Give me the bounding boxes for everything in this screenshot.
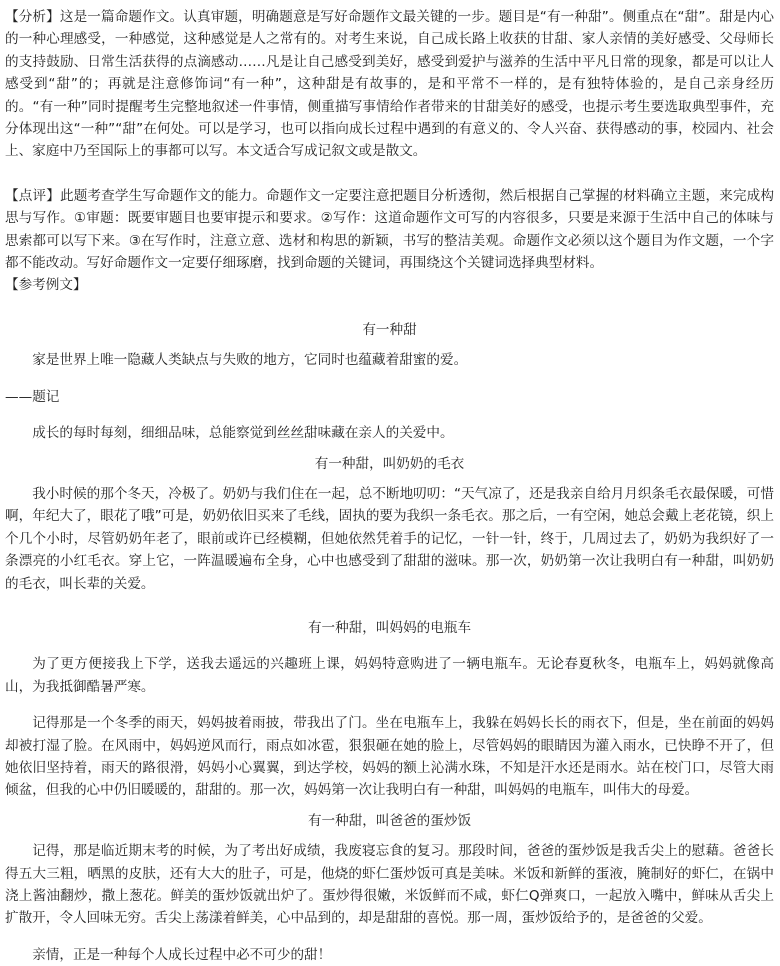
- essay-conclusion: 亲情，正是一种每个人成长过程中必不可少的甜！: [32, 946, 332, 963]
- comment-label: 【点评】: [5, 187, 60, 204]
- reference-label: 【参考例文】: [5, 277, 87, 294]
- analysis-paragraph: [5, 6, 774, 163]
- analysis-label: 【分析】: [5, 9, 60, 25]
- section-heading: 有一种甜，叫妈妈的电瓶车: [307, 619, 472, 636]
- essay-intro: 成长的每时每刻，细细品味，总能察觉到丝丝甜味藏在亲人的关爱中。: [32, 425, 454, 442]
- comment-paragraph: [5, 185, 774, 275]
- essay-title: 有一种甜: [362, 321, 417, 338]
- section-paragraph: 记得，那是临近期末考的时候，为了考出好成绩，我废寝忘食的复习。那段时间，爸爸的蛋炒饭是我舌尖上的慰藉。爸爸长得五大三粗，晒黑的皮肤，还有大大的肚子，可是，他烧的虾仁蛋炒饭可真是美味。米饭和新鲜的蛋液，腌制好的虾仁，在锅中浇上酱油翻炒，撒上葱花。鲜美的蛋炒饭就出炉了。蛋炒得很嫩，米饭鲜而不咸，虾仁Q弹爽口，一起放入嘴中，鲜味从舌尖上扩散开，令人回味无穷。舌尖上荡漾着鲜美，心中品到的，却是甜甜的喜悦。那一周，蛋炒饭给予的，是爸爸的父爱。: [5, 843, 774, 927]
- comment-text: 此题考查学生写命题作文的能力。命题作文一定要注意把题目分析透彻，然后根据自己掌握的材料确立主题，来完成构思与写作。①审题：既要审题目也要审提示和要求。②写作：这道命题作文可写的内容很多，只要是来源于生活中自己的体味与思索都可以写下来。③在写作时，注意立意、选材和构思的新颖，书写的整洁美观。命题作文必须以这个题目为作文题，一个字都不能改动。写好命题作文一定要仔细琢磨，找到命题的关键词，再围绕这个关键词选择典型材料。: [5, 187, 775, 272]
- section-heading: 有一种甜，叫爸爸的蛋炒饭: [307, 812, 472, 829]
- section-paragraph: 记得那是一个冬季的雨天，妈妈披着雨披，带我出了门。坐在电瓶车上，我躲在妈妈长长的雨衣下，但是，坐在前面的妈妈却被打湿了脸。在风雨中，妈妈逆风而行，雨点如冰雹，狠狠砸在她的脸上，尽管妈妈的眼睛因为灌入雨水，已快睁不开了，但她依旧坚持着，雨天的路很滑，妈妈小心翼翼，到达学校，妈妈的额上沁满水珠，不知是汗水还是雨水。站在校门口，尽管大雨倾盆，但我的心中仍旧暖暖的，甜甜的。那一次，妈妈第一次让我明白有一种甜，叫妈妈的电瓶车，叫伟大的母爱。: [5, 715, 774, 799]
- section-heading: 有一种甜，叫奶奶的毛衣: [314, 455, 465, 472]
- section-paragraph: 我小时候的那个冬天，冷极了。奶奶与我们住在一起，总不断地叨叨：“天气凉了，还是我亲自给月月织条毛衣最保暖，可惜啊，年纪大了，眼花了哦”可是，奶奶依旧买来了毛线，固执的要为我织一条毛衣。那之后，一有空闲，她总会戴上老花镜，织上个几个小时，尽管奶奶年老了，眼前或许已经模糊，但她依然凭着手的记忆，一针一针，终于，几周过去了，奶奶为我织好了一条漂亮的小红毛衣。穿上它，一阵温暖遍布全身，心中也感受到了甜甜的滋味。那一次，奶奶第一次让我明白有一种甜，叫奶奶的毛衣，叫长辈的关爱。: [5, 485, 774, 592]
- section-paragraph: 为了更方便接我上下学，送我去遥远的兴趣班上课，妈妈特意购进了一辆电瓶车。无论春夏秋冬，电瓶车上，妈妈就像高山，为我抵御酷暑严寒。: [5, 656, 774, 695]
- analysis-text: 这是一篇命题作文。认真审题，明确题意是写好命题作文最关键的一步。题目是“有一种甜”。侧重点在“甜”。甜是内心的一种心理感受，一种感觉，这种感觉是人之常有的。对考生来说，自己成长路上收获的甘甜、家人亲情的美好感受、父母师长的支持鼓励、日常生活获得的点滴感动……凡是让自己感受到美好，感受到爱护与滋养的生活中平凡日常的现象，都是可以让人感受到“甜”的；再就是注意修饰词“有一种”，这种甜是有故事的，是和平常不一样的，是有独特体验的，是自己亲身经历的。“有一种”同时提醒考生完整地叙述一件事情，侧重描写事情给作者带来的甘甜美好的感受，也提示考生要选取典型事件，充分体现出这“一种”“甜”在何处。可以是学习，也可以指向成长过程中遇到的有意义的、令人兴奋、获得感动的事，校园内、社会上、家庭中乃至国际上的事都可以写。本文适合写成记叙文或是散文。: [5, 9, 775, 160]
- essay-epigraph-mark: ——题记: [5, 388, 60, 405]
- essay-epigraph: 家是世界上唯一隐藏人类缺点与失败的地方，它同时也蕴藏着甜蜜的爱。: [32, 352, 468, 369]
